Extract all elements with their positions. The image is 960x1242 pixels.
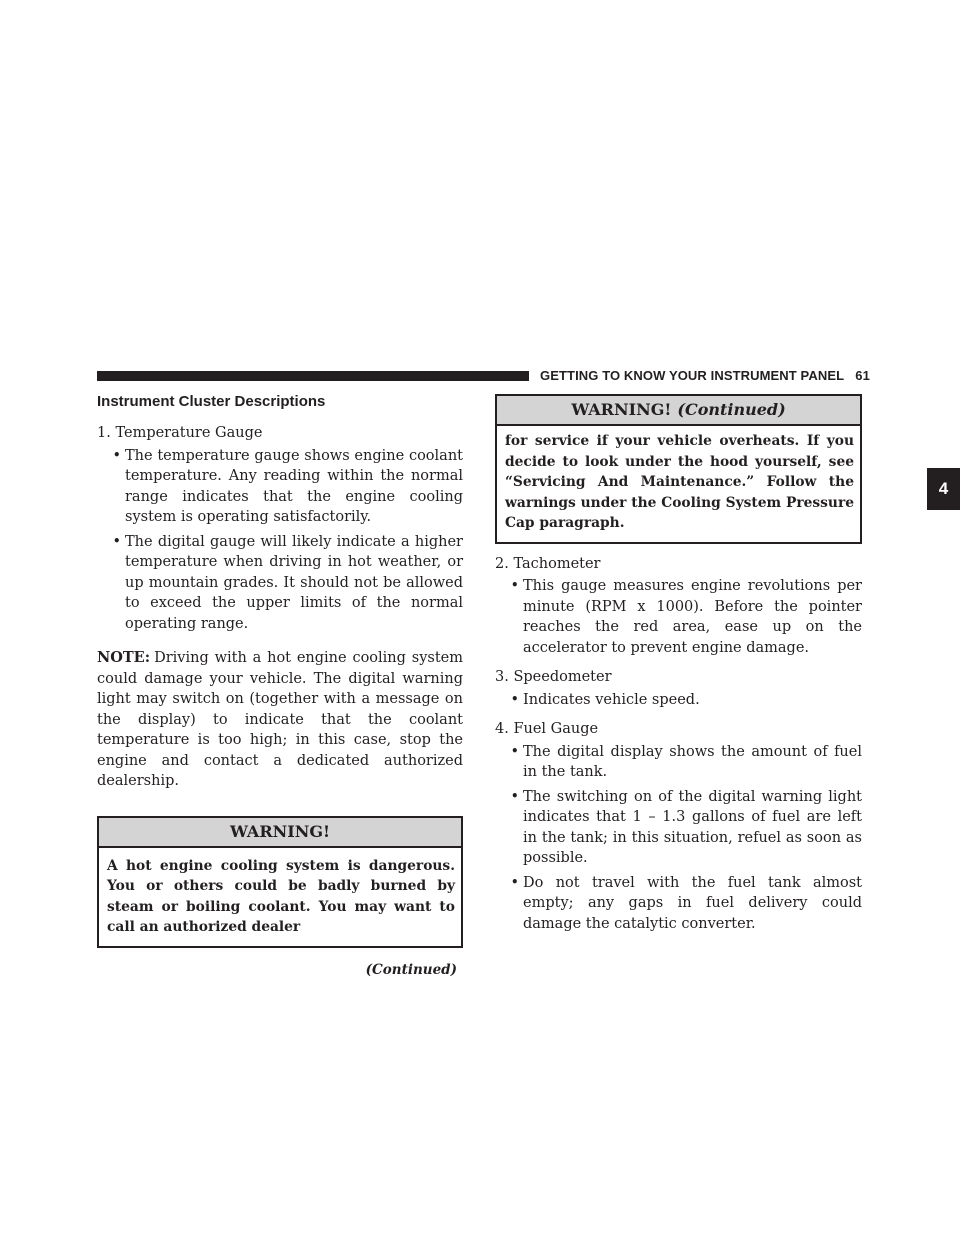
bullet-icon: •: [112, 447, 121, 464]
bullet-icon: •: [112, 533, 121, 550]
bullet-icon: •: [510, 874, 519, 891]
temperature-gauge-section: [97, 423, 463, 634]
warning-heading: WARNING! (Continued): [497, 396, 860, 426]
section-title: GETTING TO KNOW YOUR INSTRUMENT PANEL: [540, 368, 845, 383]
bullet-icon: •: [510, 691, 519, 708]
warning-text: for service if your vehicle overheats. If you decide to look under the hood yourself, see “Servicing And Maintenance.” Follow the warnings under the Cooling System Pressure Cap paragraph.: [505, 433, 854, 531]
warning-heading: WARNING!: [99, 818, 461, 848]
note-label: NOTE:: [97, 649, 151, 666]
bullet-icon: •: [510, 578, 519, 594]
page-number: 61: [855, 368, 870, 383]
left-column: [97, 392, 463, 980]
list-heading: 4. Fuel Gauge: [495, 721, 599, 737]
list-heading: 2. Tachometer: [495, 555, 601, 572]
warning-box-continued: [495, 394, 862, 544]
list-heading: 3. Speedometer: [495, 669, 612, 685]
list-item: • Indicates vehicle speed.: [495, 690, 862, 711]
note-paragraph: [97, 648, 463, 792]
bullet-icon: •: [510, 788, 519, 805]
bullet-icon: •: [510, 743, 519, 760]
continued-label: (Continued): [365, 961, 457, 978]
running-header: [540, 368, 870, 383]
list-item: • The digital display shows the amount of fuel in the tank.: [495, 742, 862, 783]
chapter-tab: 4: [927, 468, 960, 510]
warning-text: A hot engine cooling system is dangerous. You or others could be badly burned by steam or boiling coolant. You may want to call an authorized dealer: [107, 857, 455, 935]
list-item: • The digital gauge will likely indicate a higher temperature when driving in hot weather, or up mountain grades. It should not be allowed to exceed the upper limits of the normal operating range.: [97, 532, 463, 635]
fuel-gauge-section: [495, 719, 862, 934]
list-item: • Do not travel with the fuel tank almost empty; any gaps in fuel delivery could damage the catalytic converter.: [495, 873, 862, 935]
warning-box: [97, 816, 463, 948]
list-heading: 1. Temperature Gauge: [97, 425, 263, 441]
tachometer-section: [495, 554, 862, 659]
list-item: • The switching on of the digital warning light indicates that 1 – 1.3 gallons of fuel are left in the tank; in this situation, refuel as soon as possible.: [495, 787, 862, 869]
right-column: [495, 392, 862, 938]
note-text: Driving with a hot engine cooling system could damage your vehicle. The digital warning light may switch on (together with a message on the display) to indicate that the coolant temperature is too high; in this case, stop the engine and contact a dedicated authorized dealership.: [97, 650, 463, 789]
header-rule: [97, 371, 529, 381]
list-item: • This gauge measures engine revolutions per minute (RPM x 1000). Before the pointer reaches the red area, ease up on the accelerator to prevent engine damage.: [495, 576, 862, 658]
speedometer-section: [495, 667, 862, 710]
list-item: • The temperature gauge shows engine coolant temperature. Any reading within the normal range indicates that the engine cooling system is operating satisfactorily.: [97, 446, 463, 528]
page-title: Instrument Cluster Descriptions: [97, 393, 326, 410]
warning-continued-label: (Continued): [677, 400, 786, 419]
